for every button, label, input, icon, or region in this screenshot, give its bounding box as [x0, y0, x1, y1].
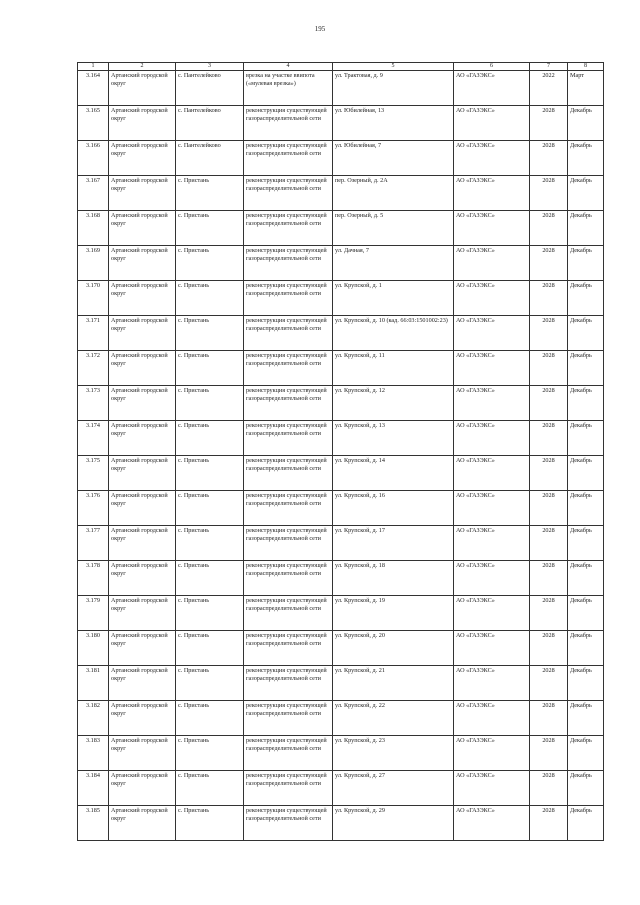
- table-row: [78, 456, 604, 491]
- work-type-cell: реконструкция существующей газораспределительной сети: [244, 491, 333, 526]
- settlement-cell: с. Пристань: [176, 211, 244, 246]
- address-cell: ул. Крупской, д. 29: [333, 806, 454, 841]
- month-cell: Декабрь: [568, 211, 604, 246]
- month-cell: Декабрь: [568, 246, 604, 281]
- works-table: [77, 62, 604, 841]
- work-type-cell: реконструкция существующей газораспределительной сети: [244, 421, 333, 456]
- row-number: 3.184: [78, 771, 109, 806]
- address-cell: ул. Крупской, д. 20: [333, 631, 454, 666]
- month-cell: Декабрь: [568, 106, 604, 141]
- table-row: [78, 666, 604, 701]
- table-row: [78, 631, 604, 666]
- table-row: [78, 211, 604, 246]
- column-header: 3: [176, 63, 244, 71]
- address-cell: ул. Крупской, д. 11: [333, 351, 454, 386]
- settlement-cell: с. Пристань: [176, 176, 244, 211]
- row-number: 3.164: [78, 71, 109, 106]
- district-cell: Артанский городской округ: [109, 281, 176, 316]
- district-cell: Артанский городской округ: [109, 106, 176, 141]
- district-cell: Артанский городской округ: [109, 701, 176, 736]
- address-cell: ул. Крупской, д. 18: [333, 561, 454, 596]
- row-number: 3.180: [78, 631, 109, 666]
- address-cell: ул. Юбилейная, 7: [333, 141, 454, 176]
- district-cell: Артанский городской округ: [109, 526, 176, 561]
- organization-cell: АО «ГАЗЭКС»: [454, 351, 530, 386]
- year-cell: 2028: [530, 631, 568, 666]
- column-header: 5: [333, 63, 454, 71]
- address-cell: ул. Крупской, д. 1: [333, 281, 454, 316]
- column-header: 8: [568, 63, 604, 71]
- year-cell: 2028: [530, 316, 568, 351]
- year-cell: 2028: [530, 281, 568, 316]
- organization-cell: АО «ГАЗЭКС»: [454, 211, 530, 246]
- district-cell: Артанский городской округ: [109, 771, 176, 806]
- district-cell: Артанский городской округ: [109, 141, 176, 176]
- work-type-cell: реконструкция существующей газораспределительной сети: [244, 351, 333, 386]
- address-cell: ул. Крупской, д. 21: [333, 666, 454, 701]
- settlement-cell: с. Пристань: [176, 456, 244, 491]
- settlement-cell: с. Пристань: [176, 246, 244, 281]
- table-row: [78, 701, 604, 736]
- district-cell: Артанский городской округ: [109, 456, 176, 491]
- work-type-cell: реконструкция существующей газораспределительной сети: [244, 246, 333, 281]
- district-cell: Артанский городской округ: [109, 71, 176, 106]
- organization-cell: АО «ГАЗЭКС»: [454, 421, 530, 456]
- month-cell: Декабрь: [568, 316, 604, 351]
- month-cell: Декабрь: [568, 771, 604, 806]
- page-number: 195: [314, 25, 326, 33]
- month-cell: Декабрь: [568, 456, 604, 491]
- month-cell: Декабрь: [568, 736, 604, 771]
- district-cell: Артанский городской округ: [109, 561, 176, 596]
- table-row: [78, 526, 604, 561]
- work-type-cell: реконструкция существующей газораспределительной сети: [244, 736, 333, 771]
- address-cell: ул. Крупской, д. 16: [333, 491, 454, 526]
- settlement-cell: с. Пристань: [176, 736, 244, 771]
- settlement-cell: с. Пристань: [176, 771, 244, 806]
- address-cell: пер. Озерный, д. 2А: [333, 176, 454, 211]
- column-header: 2: [109, 63, 176, 71]
- month-cell: Декабрь: [568, 281, 604, 316]
- month-cell: Декабрь: [568, 666, 604, 701]
- organization-cell: АО «ГАЗЭКС»: [454, 491, 530, 526]
- settlement-cell: с. Пристань: [176, 666, 244, 701]
- row-number: 3.168: [78, 211, 109, 246]
- address-cell: ул. Трактовая, д. 9: [333, 71, 454, 106]
- row-number: 3.178: [78, 561, 109, 596]
- settlement-cell: с. Пристань: [176, 596, 244, 631]
- work-type-cell: реконструкция существующей газораспределительной сети: [244, 211, 333, 246]
- organization-cell: АО «ГАЗЭКС»: [454, 316, 530, 351]
- month-cell: Декабрь: [568, 701, 604, 736]
- row-number: 3.166: [78, 141, 109, 176]
- organization-cell: АО «ГАЗЭКС»: [454, 736, 530, 771]
- address-cell: ул. Крупской, д. 14: [333, 456, 454, 491]
- district-cell: Артанский городской округ: [109, 176, 176, 211]
- row-number: 3.169: [78, 246, 109, 281]
- year-cell: 2028: [530, 491, 568, 526]
- address-cell: ул. Крупской, д. 17: [333, 526, 454, 561]
- organization-cell: АО «ГАЗЭКС»: [454, 806, 530, 841]
- year-cell: 2028: [530, 771, 568, 806]
- row-number: 3.175: [78, 456, 109, 491]
- year-cell: 2028: [530, 701, 568, 736]
- month-cell: Декабрь: [568, 631, 604, 666]
- month-cell: Декабрь: [568, 141, 604, 176]
- row-number: 3.177: [78, 526, 109, 561]
- work-type-cell: реконструкция существующей газораспределительной сети: [244, 526, 333, 561]
- organization-cell: АО «ГАЗЭКС»: [454, 106, 530, 141]
- column-header: 6: [454, 63, 530, 71]
- row-number: 3.176: [78, 491, 109, 526]
- row-number: 3.172: [78, 351, 109, 386]
- table-row: [78, 491, 604, 526]
- table-row: [78, 806, 604, 841]
- district-cell: Артанский городской округ: [109, 491, 176, 526]
- table-row: [78, 351, 604, 386]
- year-cell: 2028: [530, 736, 568, 771]
- organization-cell: АО «ГАЗЭКС»: [454, 176, 530, 211]
- address-cell: пер. Озерный, д. 5: [333, 211, 454, 246]
- work-type-cell: реконструкция существующей газораспределительной сети: [244, 596, 333, 631]
- settlement-cell: с. Пристань: [176, 561, 244, 596]
- settlement-cell: с. Пристань: [176, 806, 244, 841]
- table-row: [78, 561, 604, 596]
- address-cell: ул. Крупской, д. 23: [333, 736, 454, 771]
- row-number: 3.179: [78, 596, 109, 631]
- organization-cell: АО «ГАЗЭКС»: [454, 141, 530, 176]
- table-row: [78, 176, 604, 211]
- work-type-cell: реконструкция существующей газораспределительной сети: [244, 176, 333, 211]
- address-cell: ул. Крупской, д. 22: [333, 701, 454, 736]
- year-cell: 2028: [530, 421, 568, 456]
- year-cell: 2028: [530, 246, 568, 281]
- organization-cell: АО «ГАЗЭКС»: [454, 771, 530, 806]
- organization-cell: АО «ГАЗЭКС»: [454, 631, 530, 666]
- row-number: 3.165: [78, 106, 109, 141]
- table-row: [78, 141, 604, 176]
- table-row: [78, 246, 604, 281]
- settlement-cell: с. Пристань: [176, 351, 244, 386]
- address-cell: ул. Юбилейная, 13: [333, 106, 454, 141]
- year-cell: 2028: [530, 351, 568, 386]
- address-cell: ул. Дачная, 7: [333, 246, 454, 281]
- year-cell: 2028: [530, 141, 568, 176]
- year-cell: 2022: [530, 71, 568, 106]
- column-number-row: [78, 63, 604, 71]
- settlement-cell: с. Пристань: [176, 421, 244, 456]
- organization-cell: АО «ГАЗЭКС»: [454, 71, 530, 106]
- work-type-cell: реконструкция существующей газораспределительной сети: [244, 456, 333, 491]
- organization-cell: АО «ГАЗЭКС»: [454, 456, 530, 491]
- column-header: 7: [530, 63, 568, 71]
- year-cell: 2028: [530, 666, 568, 701]
- settlement-cell: с. Пантелейково: [176, 141, 244, 176]
- month-cell: Декабрь: [568, 421, 604, 456]
- work-type-cell: реконструкция существующей газораспределительной сети: [244, 561, 333, 596]
- year-cell: 2028: [530, 386, 568, 421]
- work-type-cell: реконструкция существующей газораспределительной сети: [244, 631, 333, 666]
- work-type-cell: врезка на участке ввипота («мулевая врезка»): [244, 71, 333, 106]
- row-number: 3.171: [78, 316, 109, 351]
- year-cell: 2028: [530, 596, 568, 631]
- district-cell: Артанский городской округ: [109, 736, 176, 771]
- year-cell: 2028: [530, 211, 568, 246]
- table-row: [78, 106, 604, 141]
- work-type-cell: реконструкция существующей газораспределительной сети: [244, 666, 333, 701]
- organization-cell: АО «ГАЗЭКС»: [454, 281, 530, 316]
- work-type-cell: реконструкция существующей газораспределительной сети: [244, 771, 333, 806]
- table-body: [78, 63, 604, 841]
- column-header: 4: [244, 63, 333, 71]
- organization-cell: АО «ГАЗЭКС»: [454, 246, 530, 281]
- work-type-cell: реконструкция существующей газораспределительной сети: [244, 281, 333, 316]
- month-cell: Декабрь: [568, 561, 604, 596]
- month-cell: Декабрь: [568, 526, 604, 561]
- district-cell: Артанский городской округ: [109, 316, 176, 351]
- work-type-cell: реконструкция существующей газораспределительной сети: [244, 701, 333, 736]
- table-row: [78, 596, 604, 631]
- address-cell: ул. Крупской, д. 10 (кад. 66:03:1501002:23): [333, 316, 454, 351]
- settlement-cell: с. Пристань: [176, 701, 244, 736]
- row-number: 3.174: [78, 421, 109, 456]
- month-cell: Декабрь: [568, 491, 604, 526]
- organization-cell: АО «ГАЗЭКС»: [454, 701, 530, 736]
- row-number: 3.170: [78, 281, 109, 316]
- organization-cell: АО «ГАЗЭКС»: [454, 526, 530, 561]
- district-cell: Артанский городской округ: [109, 351, 176, 386]
- table-row: [78, 736, 604, 771]
- table-row: [78, 386, 604, 421]
- work-type-cell: реконструкция существующей газораспределительной сети: [244, 386, 333, 421]
- organization-cell: АО «ГАЗЭКС»: [454, 666, 530, 701]
- month-cell: Декабрь: [568, 176, 604, 211]
- address-cell: ул. Крупской, д. 12: [333, 386, 454, 421]
- row-number: 3.185: [78, 806, 109, 841]
- district-cell: Артанский городской округ: [109, 631, 176, 666]
- month-cell: Март: [568, 71, 604, 106]
- table-row: [78, 71, 604, 106]
- work-type-cell: реконструкция существующей газораспределительной сети: [244, 316, 333, 351]
- month-cell: Декабрь: [568, 386, 604, 421]
- table-row: [78, 421, 604, 456]
- settlement-cell: с. Пристань: [176, 316, 244, 351]
- settlement-cell: с. Пристань: [176, 631, 244, 666]
- work-type-cell: реконструкция существующей газораспределительной сети: [244, 806, 333, 841]
- table-row: [78, 771, 604, 806]
- row-number: 3.182: [78, 701, 109, 736]
- year-cell: 2028: [530, 526, 568, 561]
- year-cell: 2028: [530, 106, 568, 141]
- settlement-cell: с. Пантелейково: [176, 106, 244, 141]
- organization-cell: АО «ГАЗЭКС»: [454, 561, 530, 596]
- row-number: 3.183: [78, 736, 109, 771]
- address-cell: ул. Крупской, д. 19: [333, 596, 454, 631]
- table-row: [78, 281, 604, 316]
- settlement-cell: с. Пристань: [176, 526, 244, 561]
- month-cell: Декабрь: [568, 351, 604, 386]
- row-number: 3.173: [78, 386, 109, 421]
- district-cell: Артанский городской округ: [109, 421, 176, 456]
- year-cell: 2028: [530, 806, 568, 841]
- work-type-cell: реконструкция существующей газораспределительной сети: [244, 106, 333, 141]
- district-cell: Артанский городской округ: [109, 211, 176, 246]
- settlement-cell: с. Пристань: [176, 491, 244, 526]
- district-cell: Артанский городской округ: [109, 806, 176, 841]
- district-cell: Артанский городской округ: [109, 246, 176, 281]
- district-cell: Артанский городской округ: [109, 666, 176, 701]
- address-cell: ул. Крупской, д. 27: [333, 771, 454, 806]
- month-cell: Декабрь: [568, 806, 604, 841]
- year-cell: 2028: [530, 561, 568, 596]
- settlement-cell: с. Пантелейково: [176, 71, 244, 106]
- district-cell: Артанский городской округ: [109, 596, 176, 631]
- work-type-cell: реконструкция существующей газораспределительной сети: [244, 141, 333, 176]
- month-cell: Декабрь: [568, 596, 604, 631]
- district-cell: Артанский городской округ: [109, 386, 176, 421]
- settlement-cell: с. Пристань: [176, 386, 244, 421]
- row-number: 3.167: [78, 176, 109, 211]
- column-header: 1: [78, 63, 109, 71]
- settlement-cell: с. Пристань: [176, 281, 244, 316]
- year-cell: 2028: [530, 176, 568, 211]
- year-cell: 2028: [530, 456, 568, 491]
- address-cell: ул. Крупской, д. 13: [333, 421, 454, 456]
- table-row: [78, 316, 604, 351]
- row-number: 3.181: [78, 666, 109, 701]
- organization-cell: АО «ГАЗЭКС»: [454, 386, 530, 421]
- organization-cell: АО «ГАЗЭКС»: [454, 596, 530, 631]
